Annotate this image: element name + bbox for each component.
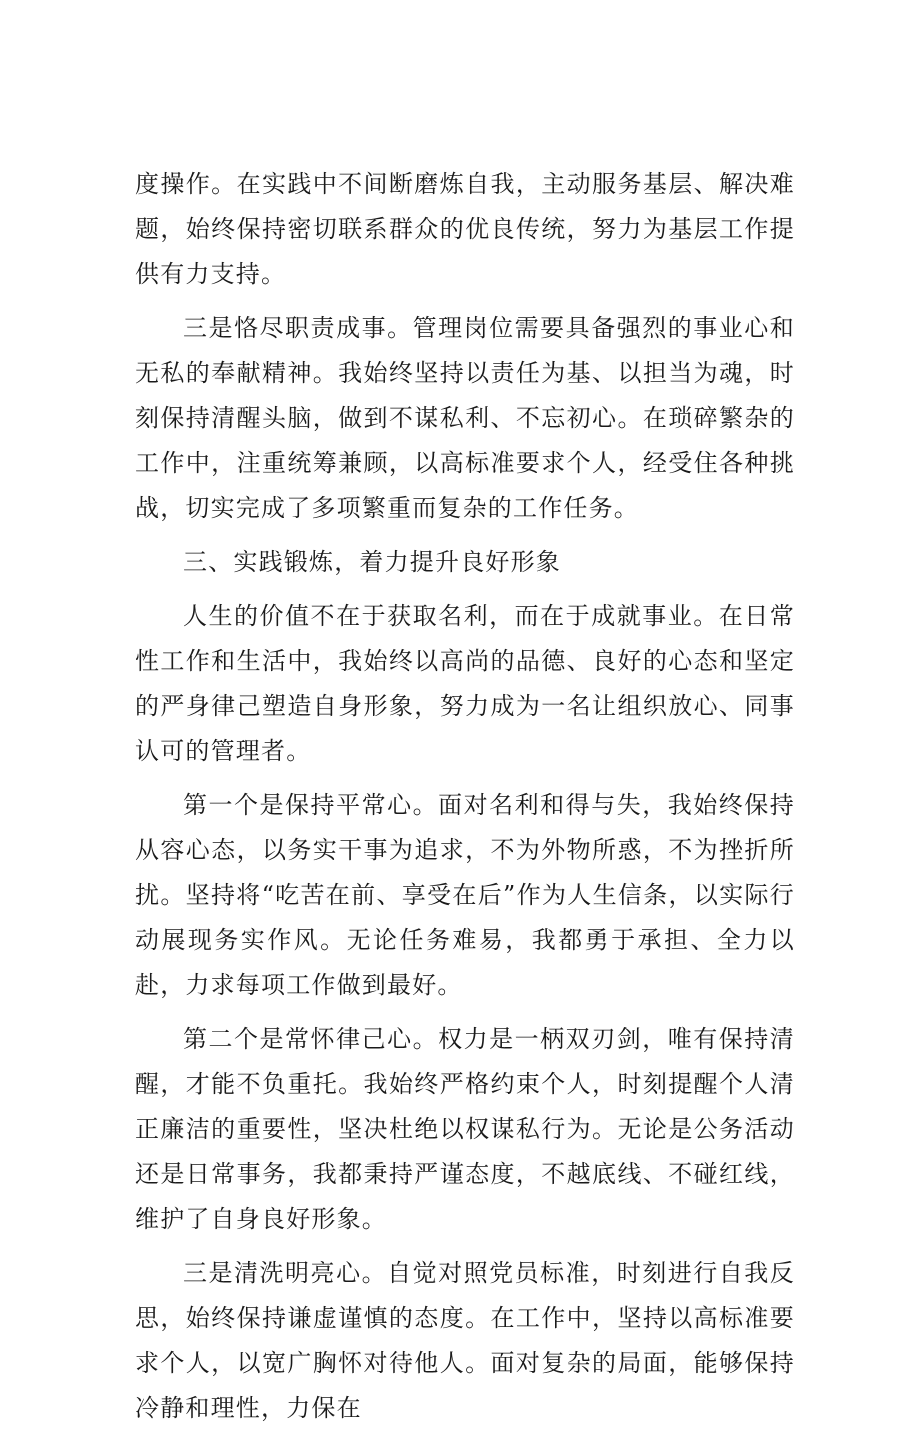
paragraph-self-discipline: 第二个是常怀律己心。权力是一柄双刃剑，唯有保持清醒，才能不负重托。我始终严格约束个人，时刻提醒个人清正廉洁的重要性，坚决杜绝以权谋私行为。无论是公务活动还是日常事务，我都秉持严谨态度，不越底线、不碰红线，维护了自身良好形象。 xyxy=(135,1025,795,1233)
paragraph-continuation: 度操作。在实践中不间断磨炼自我，主动服务基层、解决难题，始终保持密切联系群众的优良传统，努力为基层工作提供有力支持。 xyxy=(135,170,795,288)
document-body xyxy=(135,162,795,1440)
paragraph-clear-mind: 三是清洗明亮心。自觉对照党员标准，时刻进行自我反思，始终保持谦虚谨慎的态度。在工作中，坚持以高标准要求个人，以宽广胸怀对待他人。面对复杂的局面，能够保持冷静和理性，力保在 xyxy=(135,1259,795,1422)
section-heading: 三、实践锻炼，着力提升良好形象 xyxy=(183,548,561,576)
paragraph-value-of-life: 人生的价值不在于获取名利，而在于成就事业。在日常性工作和生活中，我始终以高尚的品德、良好的心态和坚定的严身律己塑造自身形象，努力成为一名让组织放心、同事认可的管理者。 xyxy=(135,602,795,765)
paragraph-duty: 三是恪尽职责成事。管理岗位需要具备强烈的事业心和无私的奉献精神。我始终坚持以责任为基、以担当为魂，时刻保持清醒头脑，做到不谋私利、不忘初心。在琐碎繁杂的工作中，注重统筹兼顾，以高标准要求个人，经受住各种挑战，切实完成了多项繁重而复杂的工作任务。 xyxy=(135,314,795,522)
paragraph-ordinary-mind: 第一个是保持平常心。面对名利和得与失，我始终保持从容心态，以务实干事为追求，不为外物所惑，不为挫折所扰。坚持将“吃苦在前、享受在后”作为人生信条，以实际行动展现务实作风。无论任务难易，我都勇于承担、全力以赴，力求每项工作做到最好。 xyxy=(135,791,795,999)
